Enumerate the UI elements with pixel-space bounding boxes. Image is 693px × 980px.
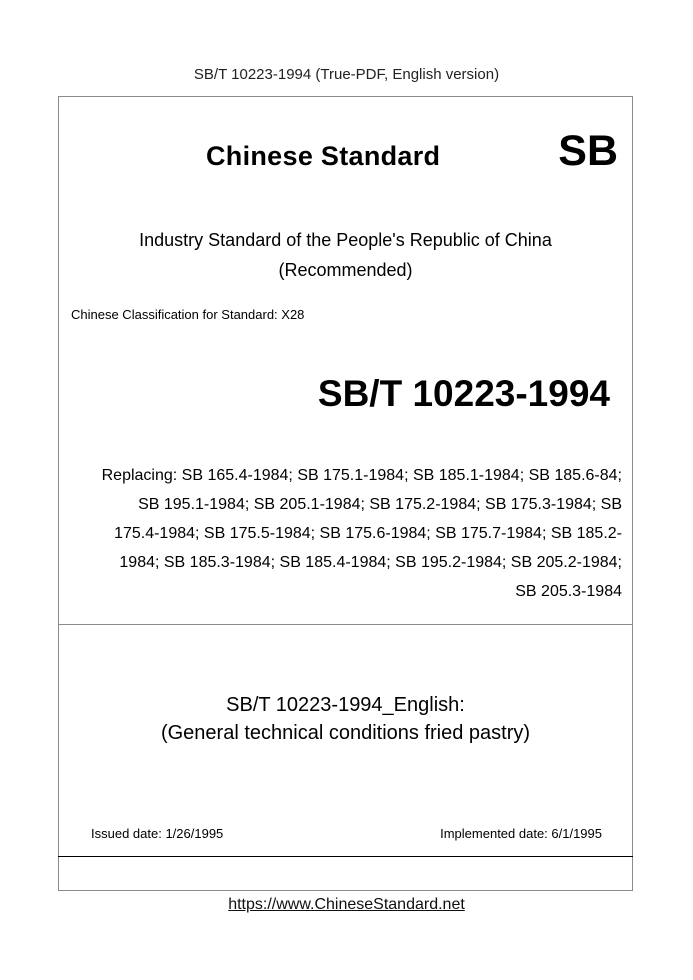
cover-title: Chinese Standard [206, 141, 441, 171]
replacing-line-1: Replacing: SB 165.4-1984; SB 175.1-1984; SB 185.1-1984; SB 185.6-84; [101, 467, 622, 484]
replacing-line-3: 175.4-1984; SB 175.5-1984; SB 175.6-1984; SB 175.7-1984; SB 185.2- [114, 525, 622, 542]
subtitle-line-1: Industry Standard of the People's Republic of China [139, 230, 552, 250]
standard-number: SB/T 10223-1994 [317, 373, 610, 414]
document-title-line-1: SB/T 10223-1994_English: [226, 694, 465, 716]
cover-frame [58, 96, 633, 891]
replacing-line-4: 1984; SB 185.3-1984; SB 185.4-1984; SB 195.2-1984; SB 205.2-1984; [119, 554, 622, 571]
document-title [59, 691, 632, 747]
replacing-line-2: SB 195.1-1984; SB 205.1-1984; SB 175.2-1984; SB 175.3-1984; SB [138, 496, 622, 513]
page-header: SB/T 10223-1994 (True-PDF, English version) [193, 66, 500, 83]
implemented-date: Implemented date: 6/1/1995 [440, 826, 602, 841]
cover-subtitle [59, 225, 632, 285]
section-divider [59, 624, 632, 625]
standard-code-mark: SB [558, 127, 618, 175]
bottom-bar [58, 856, 633, 891]
replacing-line-5: SB 205.3-1984 [515, 583, 622, 600]
replacing-list [71, 461, 622, 606]
issued-date: Issued date: 1/26/1995 [91, 826, 224, 841]
classification-text: Chinese Classification for Standard: X28 [71, 307, 305, 322]
document-title-line-2: (General technical conditions fried pastry) [160, 722, 531, 744]
subtitle-line-2: (Recommended) [278, 260, 413, 280]
website-link[interactable]: https://www.ChineseStandard.net [228, 896, 465, 913]
